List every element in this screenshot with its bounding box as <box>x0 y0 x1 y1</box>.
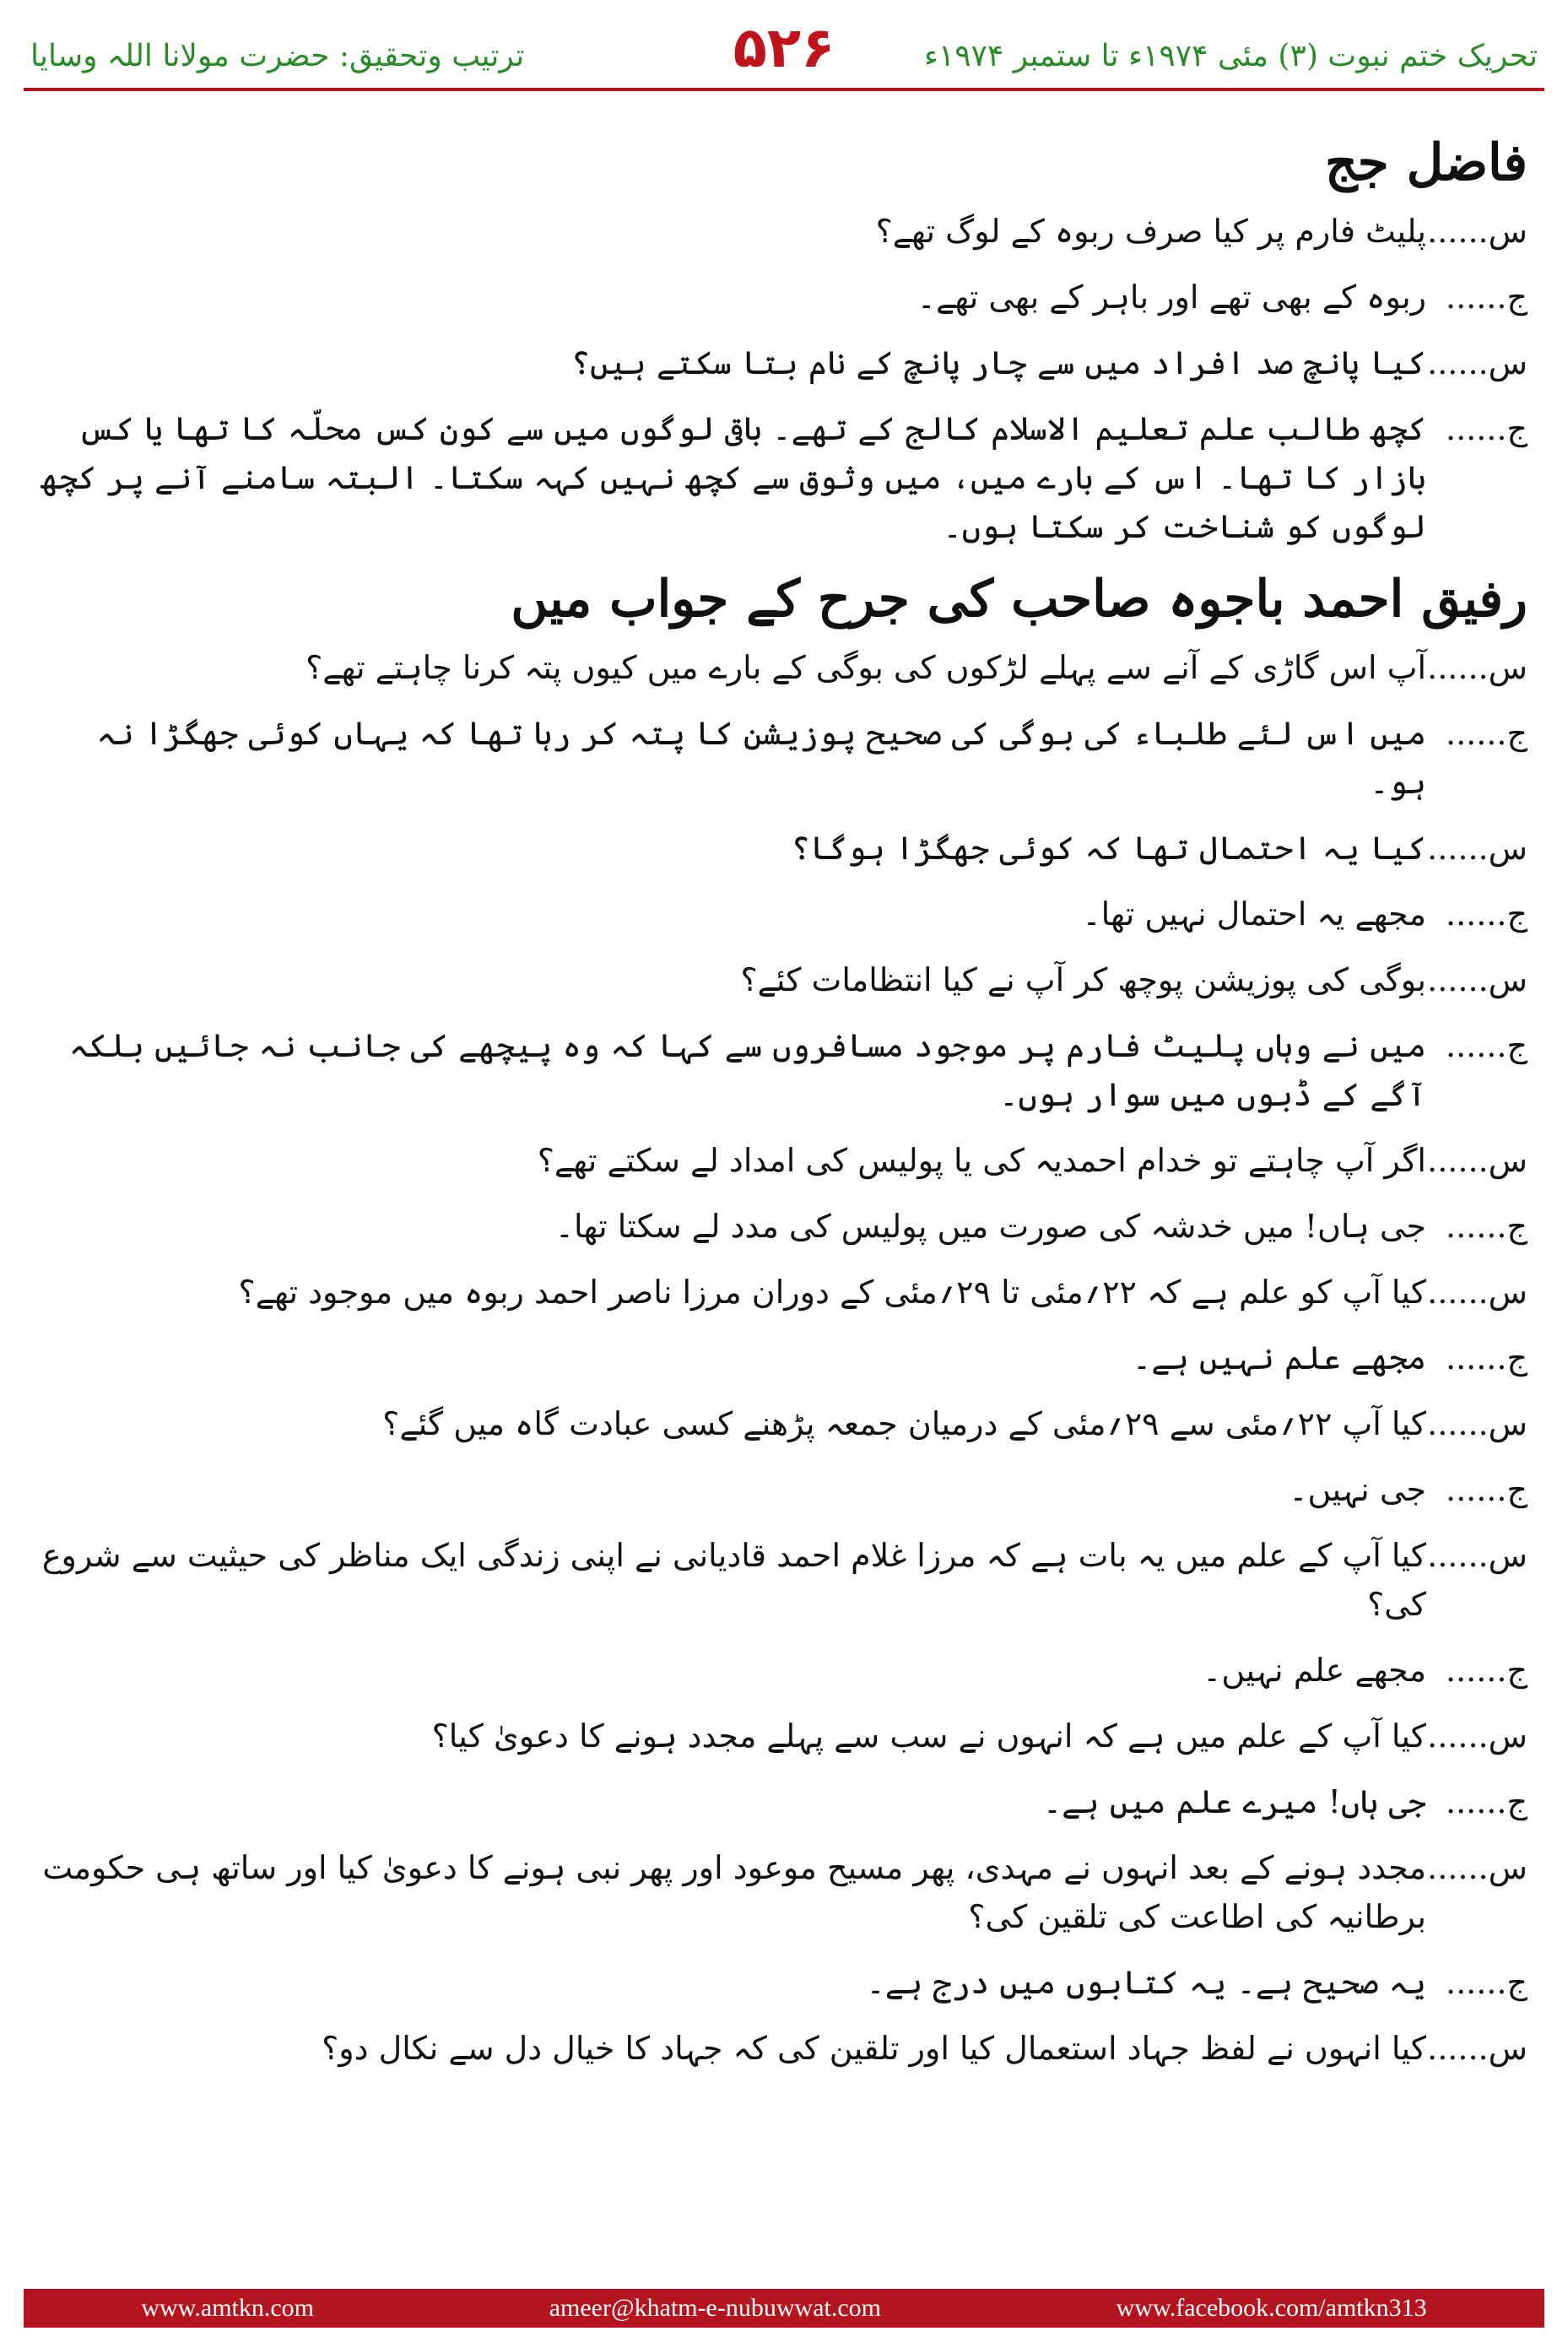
qa-marker: س...... <box>1427 2030 1527 2067</box>
qa-marker: س...... <box>1427 1405 1527 1442</box>
qa-marker: ج...... <box>1445 1652 1527 1689</box>
qa-marker: ج...... <box>1445 1339 1527 1377</box>
section-heading: فاضل جج <box>1324 133 1527 192</box>
qa-marker: س...... <box>1427 344 1527 381</box>
qa-text: میں نے وہاں پلیٹ فارم پر موجود مسافروں سے کہا کہ وہ پیچھے کی جانب نہ جائیں بلکہ آگے کے ڈبوں میں سوار ہوں۔ <box>68 1027 1426 1113</box>
qa-marker: س...... <box>1427 1142 1527 1179</box>
page-header <box>0 15 1568 91</box>
footer-email: ameer@khatm-e-nubuwwat.com <box>549 2294 881 2322</box>
qa-row <box>25 890 1543 938</box>
qa-row <box>25 1136 1543 1185</box>
qa-text: جی ہاں! میرے علم میں ہے۔ <box>1042 1783 1426 1820</box>
page-footer <box>24 2289 1544 2328</box>
qa-row <box>25 1777 1543 1826</box>
qa-row <box>25 338 1543 387</box>
qa-marker: ج...... <box>1445 410 1527 447</box>
qa-marker: ج...... <box>1445 1208 1527 1245</box>
qa-marker: ج...... <box>1445 279 1527 316</box>
qa-text: مجھے علم نہیں۔ <box>1203 1652 1426 1689</box>
qa-row <box>25 955 1543 1004</box>
qa-row <box>25 2024 1543 2073</box>
qa-row <box>25 1333 1543 1382</box>
qa-text: کیا یہ احتمال تھا کہ کوئی جھگڑا ہوگا؟ <box>791 830 1426 867</box>
footer-website: www.amtkn.com <box>141 2294 315 2322</box>
qa-row <box>25 1202 1543 1251</box>
qa-row <box>25 404 1543 551</box>
qa-text: پلیٹ فارم پر کیا صرف ربوہ کے لوگ تھے؟ <box>875 213 1426 250</box>
qa-row <box>25 1843 1543 1941</box>
qa-row <box>25 1268 1543 1317</box>
qa-row <box>25 1646 1543 1695</box>
qa-row <box>25 207 1543 256</box>
page-body <box>25 127 1543 2090</box>
qa-marker: س...... <box>1427 649 1527 686</box>
qa-text: کچھ طالب علم تعلیم الاسلام کالج کے تھے۔ باقی لوگوں میں سے کون کس محلّہ کا تھا یا کس بازار کا تھا۔ اس کے بارے میں، میں وثوق سے کچھ نہیں کہہ سکتا۔ البتہ سامنے آنے پر کچھ لوگوں کو شناخت کر سکتا ہوں۔ <box>40 410 1426 545</box>
qa-text: میں اس لئے طلباء کی بوگی کی صحیح پوزیشن کا پتہ کر رہا تھا کہ یہاں کوئی جھگڑا نہ ہو۔ <box>96 715 1426 801</box>
qa-text: آپ اس گاڑی کے آنے سے پہلے لڑکوں کی بوگی کے بارے میں کیوں پتہ کرنا چاہتے تھے؟ <box>305 649 1426 686</box>
qa-text: جی نہیں۔ <box>1289 1471 1426 1508</box>
qa-text: یہ صحیح ہے۔ یہ کتابوں میں درج ہے۔ <box>866 1964 1426 2001</box>
qa-marker: س...... <box>1427 830 1527 867</box>
qa-row <box>25 1958 1543 2007</box>
qa-row <box>25 1712 1543 1761</box>
qa-row <box>25 273 1543 322</box>
qa-marker: ج...... <box>1445 715 1527 752</box>
qa-marker: س...... <box>1427 1849 1527 1886</box>
qa-text: جی ہاں! میں خدشہ کی صورت میں پولیس کی مدد لے سکتا تھا۔ <box>554 1208 1426 1245</box>
qa-marker: ج...... <box>1445 1471 1527 1508</box>
qa-row <box>25 824 1543 873</box>
qa-row <box>25 643 1543 692</box>
qa-marker: ج...... <box>1445 1783 1527 1820</box>
qa-marker: س...... <box>1427 1274 1527 1311</box>
qa-row <box>25 709 1543 807</box>
qa-text: اگر آپ چاہتے تو خدام احمدیہ کی یا پولیس کی امداد لے سکتے تھے؟ <box>537 1142 1426 1179</box>
section-heading: رفیق احمد باجوہ صاحب کی جرح کے جواب میں <box>511 570 1527 629</box>
qa-text: ربوہ کے بھی تھے اور باہر کے بھی تھے۔ <box>916 279 1426 316</box>
compiler-credit: ترتیب وتحقیق: حضرت مولانا اللہ وسایا <box>30 39 525 73</box>
qa-row <box>25 1531 1543 1629</box>
qa-marker: س...... <box>1427 961 1527 998</box>
qa-text: کیا آپ کے علم میں ہے کہ انہوں نے سب سے پہلے مجدد ہونے کا دعویٰ کیا؟ <box>431 1717 1426 1755</box>
qa-text: مجدد ہونے کے بعد انہوں نے مہدی، پھر مسیح موعود اور پھر نبی ہونے کا دعویٰ کیا اور ساتھ ہی حکومت برطانیہ کی اطاعت کی تلقین کی؟ <box>42 1849 1426 1935</box>
qa-text: کیا آپ ۲۲؍مئی سے ۲۹؍مئی کے درمیان جمعہ پڑھنے کسی عبادت گاہ میں گئے؟ <box>382 1405 1426 1442</box>
qa-text: کیا آپ کے علم میں یہ بات ہے کہ مرزا غلام احمد قادیانی نے اپنی زندگی ایک مناظر کی حیثیت سے شروع کی؟ <box>41 1537 1426 1623</box>
qa-row <box>25 1465 1543 1514</box>
qa-text: کیا آپ کو علم ہے کہ ۲۲؍مئی تا ۲۹؍مئی کے دوران مرزا ناصر احمد ربوہ میں موجود تھے؟ <box>238 1274 1426 1311</box>
qa-row <box>25 1399 1543 1448</box>
qa-marker: س...... <box>1427 1537 1527 1574</box>
qa-row <box>25 1021 1543 1119</box>
qa-marker: س...... <box>1427 1717 1527 1755</box>
qa-marker: س...... <box>1427 213 1527 250</box>
qa-marker: ج...... <box>1445 1964 1527 2001</box>
qa-text: کیا پانچ صد افراد میں سے چار پانچ کے نام بتا سکتے ہیں؟ <box>570 344 1426 381</box>
qa-text: مجھے علم نہیں ہے۔ <box>1133 1339 1426 1377</box>
qa-marker: ج...... <box>1445 1027 1527 1064</box>
qa-text: مجھے یہ احتمال نہیں تھا۔ <box>1082 895 1426 933</box>
qa-marker: ج...... <box>1445 895 1527 933</box>
qa-text: بوگی کی پوزیشن پوچھ کر آپ نے کیا انتظامات کئے؟ <box>740 961 1426 998</box>
book-title: تحریک ختم نبوت (۳) مئی ۱۹۷۴ء تا ستمبر ۱۹۷۴ء <box>923 39 1538 73</box>
page-number: ۵۲۶ <box>733 15 835 80</box>
header-divider <box>24 88 1544 91</box>
qa-text: کیا انہوں نے لفظ جہاد استعمال کیا اور تلقین کی کہ جہاد کا خیال دل سے نکال دو؟ <box>322 2030 1426 2067</box>
footer-facebook: www.facebook.com/amtkn313 <box>1116 2294 1427 2322</box>
